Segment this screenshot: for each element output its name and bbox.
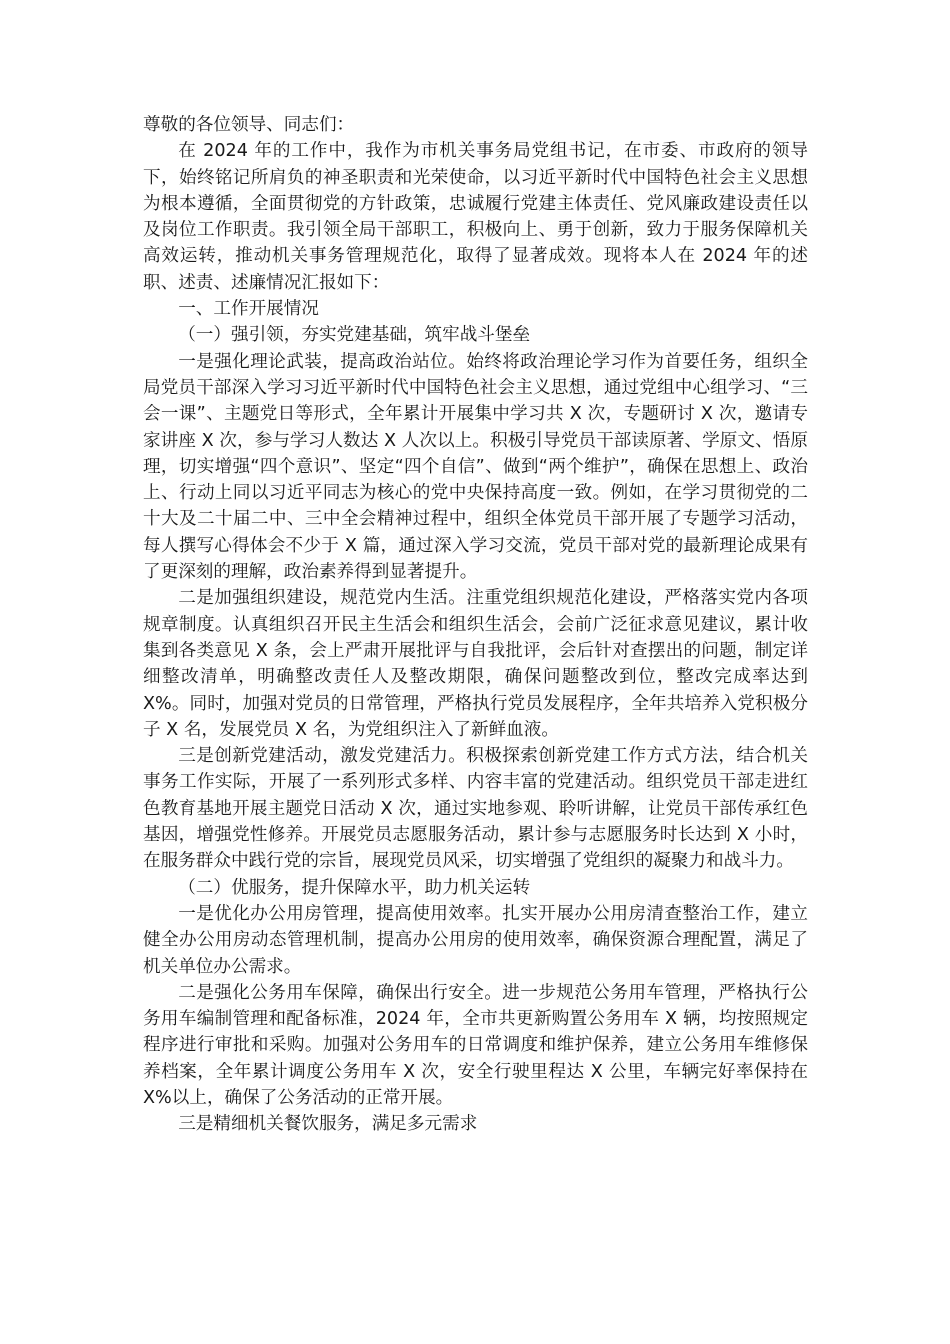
- subsection-heading-service: （二）优服务，提升保障水平，助力机关运转: [178, 877, 531, 898]
- paragraph-official-vehicles: 二是强化公务用车保障，确保出行安全。进一步规范公务用车管理，严格执行公务用车编制管理和配备标准，2024 年，全市共更新购置公务用车 X 辆，均按照规定程序进行审批和采购。加强对公务用车的日常调度和维护保养，建立公务用车维修保养档案，全年累计调度公务用车 X 次，安全行驶里程达 X 公里，车辆完好率保持在 X%以上，确保了公务活动的正常开展。: [143, 982, 808, 1108]
- paragraph-party-activities: 三是创新党建活动，激发党建活力。积极探索创新党建工作方式方法，结合机关事务工作实际，开展了一系列形式多样、内容丰富的党建活动。组织党员干部走进红色教育基地开展主题党日活动 X 次，通过实地参观、聆听讲解，让党员干部传承红色基因，增强党性修养。开展党员志愿服务活动，累计参与志愿服务时长达到 X 小时，在服务群众中践行党的宗旨，展现党员风采，切实增强了党组织的凝聚力和战斗力。: [143, 746, 808, 872]
- intro-paragraph: 在 2024 年的工作中，我作为市机关事务局党组书记，在市委、市政府的领导下，始终铭记所肩负的神圣职责和光荣使命，以习近平新时代中国特色社会主义思想为根本遵循，全面贯彻党的方针政策，忠诚履行党建主体责任、党风廉政建设责任以及岗位工作职责。我引领全局干部职工，积极向上、勇于创新，致力于服务保障机关高效运转，推动机关事务管理规范化，取得了显著成效。现将本人在 2024 年的述职、述责、述廉情况汇报如下：: [143, 141, 808, 293]
- paragraph-catering: 三是精细机关餐饮服务，满足多元需求: [178, 1114, 478, 1135]
- paragraph-theory-study: 一是强化理论武装，提高政治站位。始终将政治理论学习作为首要任务，组织全局党员干部深入学习习近平新时代中国特色社会主义思想，通过党组中心组学习、“三会一课”、主题党日等形式，全年累计开展集中学习共 X 次，专题研讨 X 次，邀请专家讲座 X 次，参与学习人数达 X 人次以上。积极引导党员干部读原著、学原文、悟原理，切实增强“四个意识”、坚定“四个自信”、做到“两个维护”，确保在思想上、政治上、行动上同以习近平同志为核心的党中央保持高度一致。例如，在学习贯彻党的二十大及二十届二中、三中全会精神过程中，组织全体党员干部开展了专题学习活动，每人撰写心得体会不少于 X 篇，通过深入学习交流，党员干部对党的最新理论成果有了更深刻的理解，政治素养得到显著提升。: [143, 351, 808, 583]
- section-heading-work: 一、工作开展情况: [178, 299, 319, 320]
- salutation: 尊敬的各位领导、同志们：: [143, 115, 355, 135]
- paragraph-office-space: 一是优化办公用房管理，提高使用效率。扎实开展办公用房清查整治工作，建立健全办公用房动态管理机制，提高办公用房的使用效率，确保资源合理配置，满足了机关单位办公需求。: [143, 903, 808, 977]
- document-body: [143, 112, 808, 1138]
- subsection-heading-party-building: （一）强引领，夯实党建基础，筑牢战斗堡垒: [178, 325, 531, 346]
- paragraph-organization-building: 二是加强组织建设，规范党内生活。注重党组织规范化建设，严格落实党内各项规章制度。认真组织召开民主生活会和组织生活会，会前广泛征求意见建议，累计收集到各类意见 X 条，会上严肃开展批评与自我批评，会后针对查摆出的问题，制定详细整改清单，明确整改责任人及整改期限，确保问题整改到位，整改完成率达到 X%。同时，加强对党员的日常管理，严格执行党员发展程序，全年共培养入党积极分子 X 名，发展党员 X 名，为党组织注入了新鲜血液。: [143, 588, 808, 740]
